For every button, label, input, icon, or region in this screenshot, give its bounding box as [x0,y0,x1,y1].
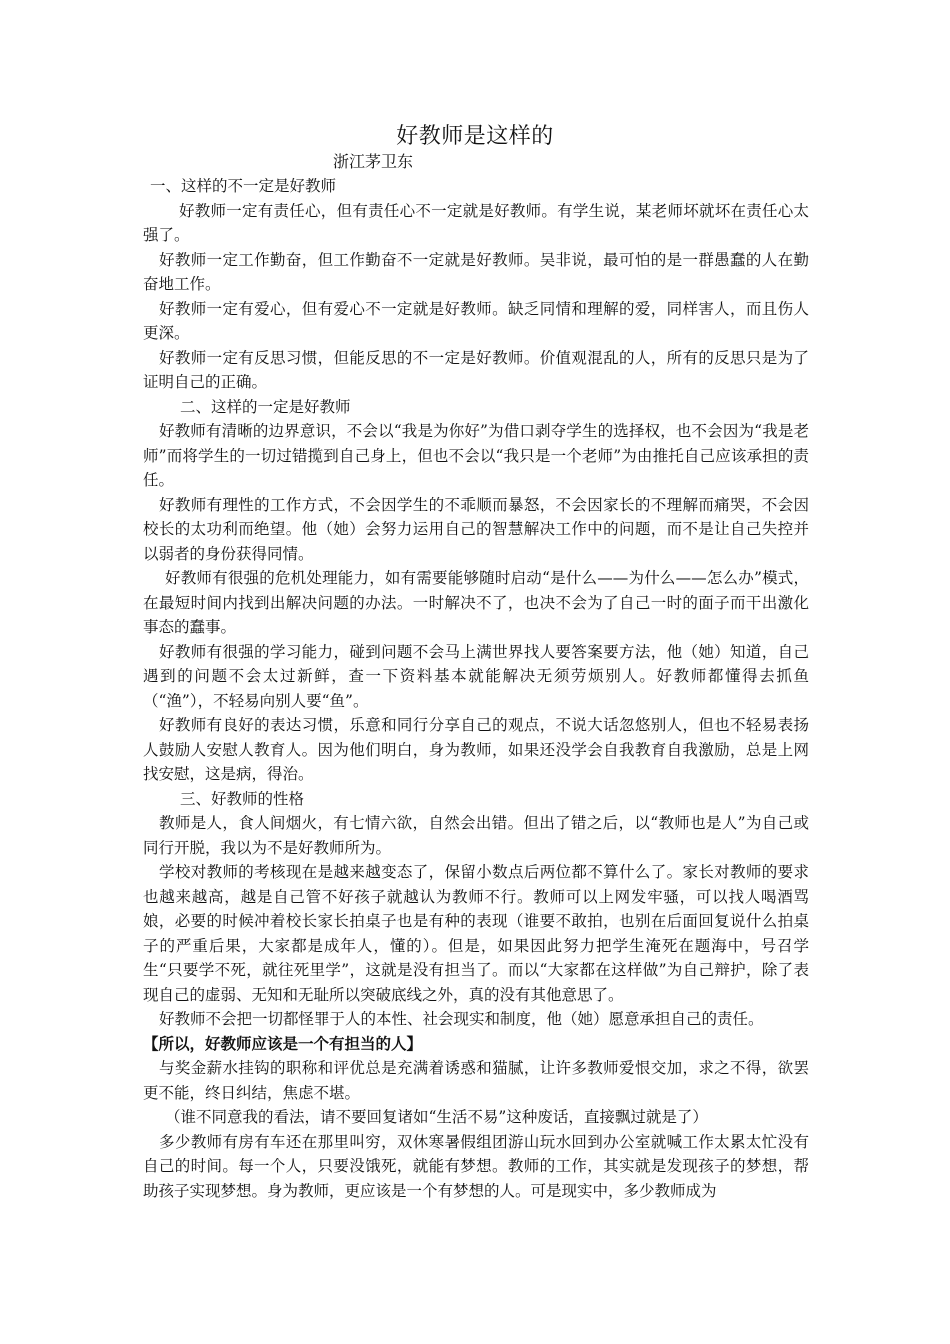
paragraph: 好教师不会把一切都怪罪于人的本性、社会现实和制度，他（她）愿意承担自己的责任。 [159,1010,764,1028]
section-heading: 一、这样的不一定是好教师 [150,177,337,195]
parenthetical-note: （谁不同意我的看法，请不要回复诸如“生活不易”这种废话，直接飘过就是了） [165,1108,708,1126]
paragraph: 好教师一定有反思习惯，但能反思的不一定是好教师。价值观混乱的人，所有的反思只是为了证明自己的正确。 [143,348,809,391]
bold-heading: 【所以，好教师应该是一个有担当的人】 [143,1033,423,1053]
section-heading: 二、这样的一定是好教师 [180,397,351,416]
paragraph: 教师是人，食人间烟火，有七情六欲，自然会出错。但出了错之后，以“教师也是人”为自己或同行开脱，我以为不是好教师所为。 [143,814,809,857]
paragraph: 好教师有理性的工作方式，不会因学生的不乖顺而暴怒，不会因家长的不理解而痛哭，不会因校长的太功利而绝望。他（她）会努力运用自己的智慧解决工作中的问题，而不是让自己失控并以弱者的身份获得同情。 [143,495,809,563]
section-heading: 三、好教师的性格 [180,789,305,808]
paragraph: 好教师一定有爱心，但有爱心不一定就是好教师。缺乏同情和理解的爱，同样害人，而且伤人更深。 [143,299,809,342]
paragraph: 与奖金薪水挂钩的职称和评优总是充满着诱惑和猫腻，让许多教师爱恨交加，求之不得，欲罢更不能，终日纠结，焦虑不堪。 [143,1059,809,1102]
document-body [143,174,809,1203]
paragraph: 好教师有良好的表达习惯，乐意和同行分享自己的观点，不说大话忽悠别人，但也不轻易表扬人鼓励人安慰人教育人。因为他们明白，身为教师，如果还没学会自我教育自我激励，总是上网找安慰，这是病，得治。 [143,716,809,783]
document-title: 好教师是这样的 [396,124,554,149]
paragraph: 多少教师有房有车还在那里叫穷，双休寒暑假组团游山玩水回到办公室就喊工作太累太忙没有自己的时间。每一个人，只要没饿死，就能有梦想。教师的工作，其实就是发现孩子的梦想，帮助孩子实现梦想。身为教师，更应该是一个有梦想的人。可是现实中，多少教师成为 [143,1132,809,1200]
paragraph: 好教师有清晰的边界意识，不会以“我是为你好”为借口剥夺学生的选择权，也不会因为“我是老师”而将学生的一切过错揽到自己身上，但也不会以“我只是一个老师”为由推托自己应该承担的责任。 [143,422,809,489]
paragraph: 好教师有很强的危机处理能力，如有需要能够随时启动“是什么——为什么——怎么办”模式，在最短时间内找到出解决问题的办法。一时解决不了，也决不会为了自己一时的面子而干出激化事态的蠢事。 [143,569,809,636]
paragraph: 好教师一定工作勤奋，但工作勤奋不一定就是好教师。吴非说，最可怕的是一群愚蠢的人在勤奋地工作。 [143,250,809,293]
paragraph: 好教师一定有责任心，但有责任心不一定就是好教师。有学生说，某老师坏就坏在责任心太强了。 [143,201,809,244]
paragraph: 好教师有很强的学习能力，碰到问题不会马上满世界找人要答案要方法，他（她）知道，自己遇到的问题不会太过新鲜，查一下资料基本就能解决无须劳烦别人。好教师都懂得去抓鱼（“渔”），不轻易向别人要“鱼”。 [143,642,809,710]
paragraph: 学校对教师的考核现在是越来越变态了，保留小数点后两位都不算什么了。家长对教师的要求也越来越高，越是自己管不好孩子就越认为教师不行。教师可以上网发牢骚，可以找人喝酒骂娘，必要的时候冲着校长家长拍桌子也是有种的表现（谁要不敢拍，也别在后面回复说什么拍桌子的严重后果，大家都是成年人，懂的）。但是，如果因此努力把学生淹死在题海中，号召学生“只要学不死，就往死里学”，这就是没有担当了。而以“大家都在这样做”为自己辩护，除了表现自己的虚弱、无知和无耻所以突破底线之外，真的没有其他意思了。 [143,863,809,1004]
document-author: 浙江茅卫东 [333,152,414,171]
